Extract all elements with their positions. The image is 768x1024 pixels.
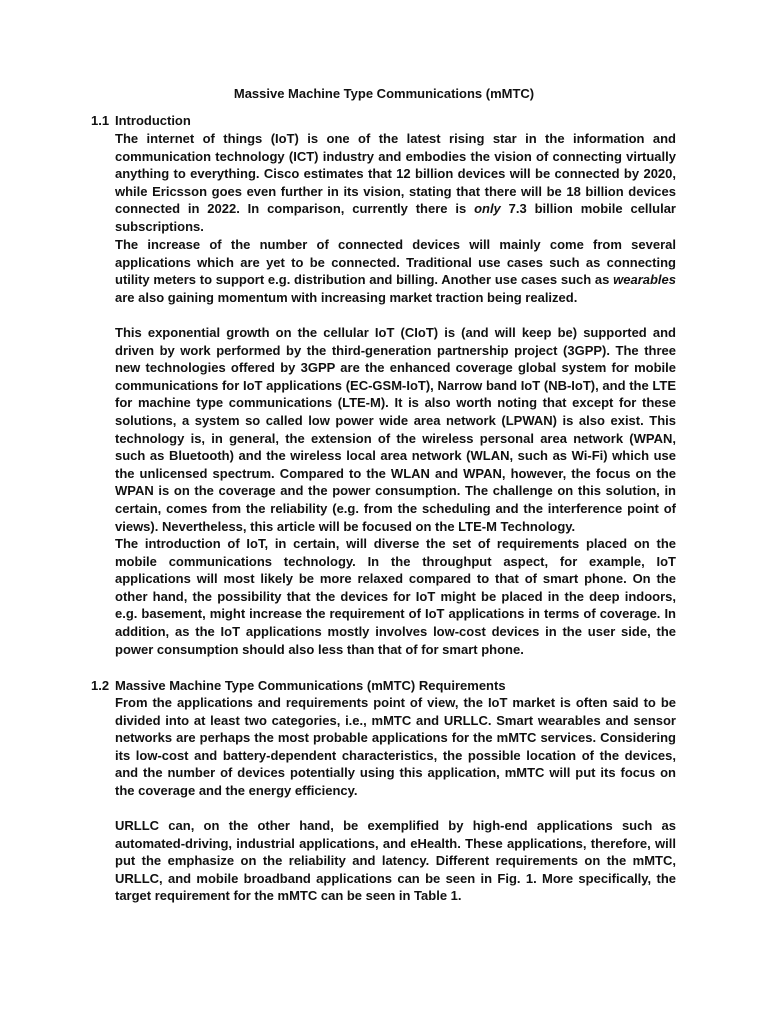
paragraph-text: The internet of things (IoT) is one of the latest rising star in the information and communication technology (ICT) industry and embodies the vision of connecting virtually anything to everything. Cisco estimates that 12 billion devices will be connected by 2020, while Ericsson goes even further in its vision, stating that there will be 18 billion devices connected in 2022. In comparison, currently there is bbox=[115, 131, 676, 217]
emphasis-text: only bbox=[474, 201, 501, 217]
section-heading-mmtc-requirements bbox=[91, 677, 506, 695]
page-title: Massive Machine Type Communications (mMTC) bbox=[233, 86, 535, 101]
paragraph-connected-devices bbox=[115, 236, 676, 306]
section-number: 1.1 bbox=[91, 113, 110, 128]
emphasis-text: wearables bbox=[613, 272, 676, 288]
paragraph-urllc-applications: URLLC can, on the other hand, be exemplified by high-end applications such as automated-driving, industrial applications, and eHealth. These applications, therefore, will put the emphasize on the reliability and latency. Different requirements on the mMTC, URLLC, and mobile broadband applications can be seen in Fig. 1. More specifically, the target requirement for the mMTC can be seen in Table 1. bbox=[115, 818, 676, 904]
paragraph-iot-requirements: The introduction of IoT, in certain, will diverse the set of requirements placed on the mobile communications technology. In the throughput aspect, for example, IoT applications will most likely be more relaxed compared to that of smart phone. On the other hand, the possibility that the devices for IoT might be placed in the deep indoors, e.g. basement, might increase the requirement of IoT applications in terms of coverage. In addition, as the IoT applications mostly involves low-cost devices in the user side, the power consumption should also less than that of for smart phone. bbox=[115, 536, 676, 657]
paragraph-text: are also gaining momentum with increasing market traction being realized. bbox=[115, 289, 578, 305]
paragraph-iot-growth bbox=[115, 130, 676, 236]
section-number: 1.2 bbox=[91, 678, 110, 693]
paragraph-text: 7.3 billion mobile cellular subscriptions. bbox=[115, 201, 676, 234]
section-heading-introduction bbox=[91, 112, 191, 130]
section-title: Massive Machine Type Communications (mMTC) Requirements bbox=[115, 678, 506, 693]
section-title: Introduction bbox=[115, 113, 191, 128]
paragraph-text: The increase of the number of connected devices will mainly come from several applications which are yet to be connected. Traditional use cases such as connecting utility meters to support e.g. distribution and billing. Another use cases such as bbox=[115, 237, 676, 288]
paragraph-mmtc-urllc: From the applications and requirements point of view, the IoT market is often said to be divided into at least two categories, i.e., mMTC and URLLC. Smart wearables and sensor networks are perhaps the most probable applications for the mMTC services. Considering its low-cost and battery-dependent characteristics, the possible location of the devices, and the number of devices potentially using this application, mMTC will put its focus on the coverage and the energy efficiency. bbox=[115, 695, 676, 798]
paragraph-ciot-3gpp: This exponential growth on the cellular IoT (CIoT) is (and will keep be) supported and driven by work performed by the third-generation partnership project (3GPP). The three new technologies offered by 3GPP are the enhanced coverage global system for mobile communications for IoT applications (EC-GSM-IoT), Narrow band IoT (NB-IoT), and the LTE for machine type communications (LTE-M). It is also worth noting that except for these solutions, a system so called low power wide area network (LPWAN) is also exist. This technology is, in general, the extension of the wireless personal area network (WPAN, such as Bluetooth) and the wireless local area network (WLAN, such as Wi-Fi) which use the unlicensed spectrum. Compared to the WLAN and WPAN, however, the focus on the WPAN is on the coverage and the power consumption. The challenge on this solution, in certain, comes from the reliability (e.g. from the scheduling and the interference point of views). Nevertheless, this article will be focused on the LTE-M Technology. bbox=[115, 325, 676, 534]
